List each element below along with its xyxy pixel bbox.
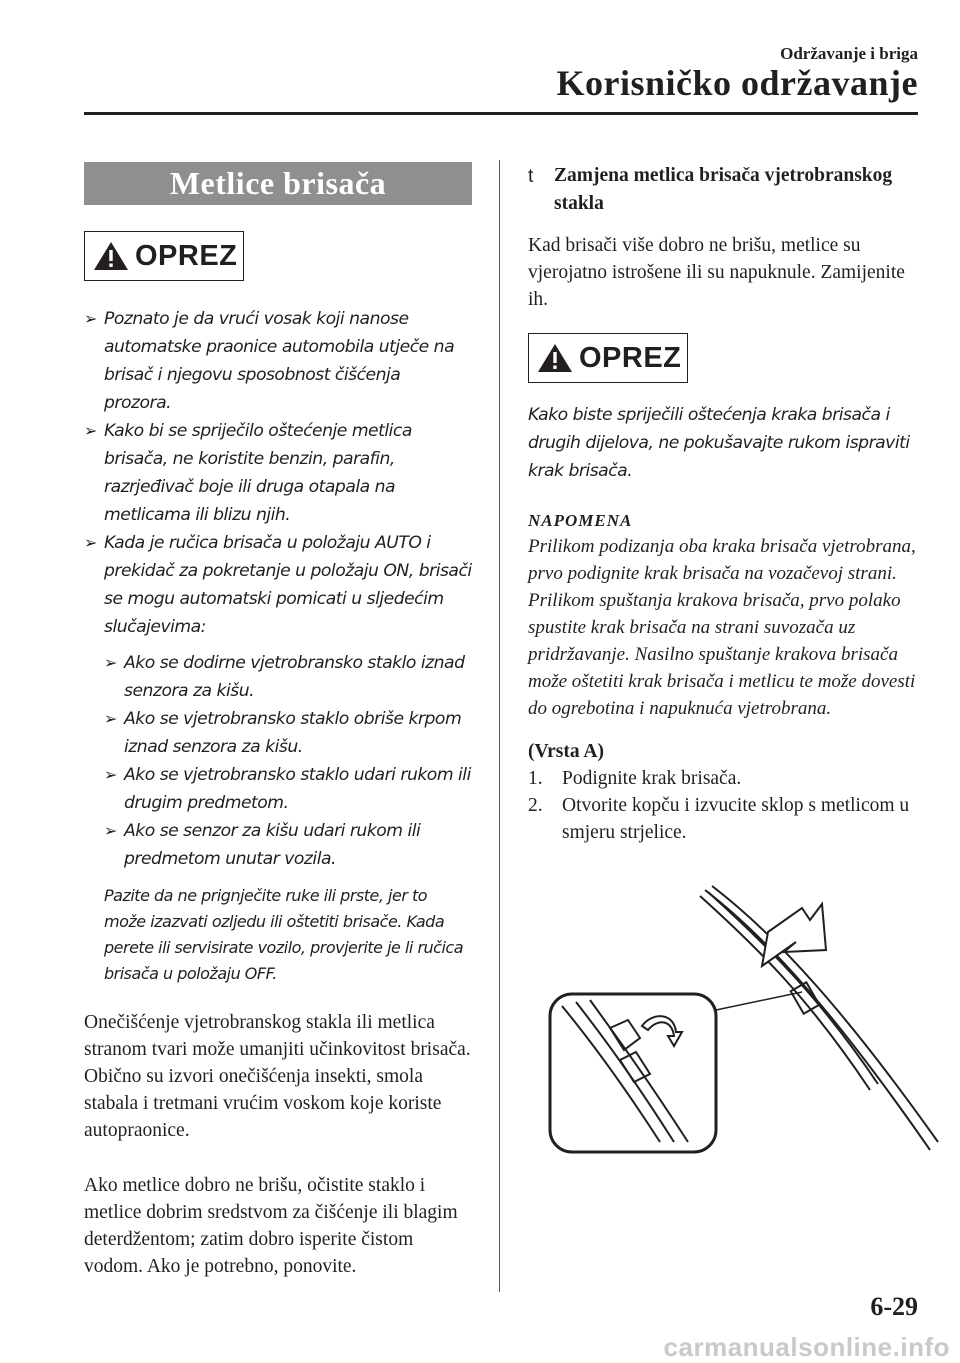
list-item: ➢ Kako bi se spriječilo oštećenje metlica brisača, ne koristite benzin, parafin, razrjeđivač boje ili druga otapala na metlicama ili blizu njih. — [84, 417, 472, 529]
caution-sub-list — [104, 649, 472, 873]
arrow-bullet-icon: ➢ — [104, 821, 117, 840]
header-rule — [84, 112, 918, 115]
note-heading: NAPOMENA — [528, 511, 633, 530]
note-text: Prilikom podizanja oba kraka brisača vjetrobrana, prvo podignite krak brisača na vozačevoj strani. Prilikom spuštanja krakova brisača, prvo polako spustite krak brisača na strani suvozača uz pridržavanje. Nasilno spuštanje krakova brisača može oštetiti krak brisača i metlicu te može dovesti do ogrebotina i napuknuća vjetrobrana. — [528, 536, 916, 719]
arrow-bullet-icon: ➢ — [104, 709, 117, 728]
caution-note: Pazite da ne prignječite ruke ili prste, jer to može izazvati ozljedu ili oštetiti brisače. Kada perete ili servisirate vozilo, provjerite je li ručica brisača u položaju OFF. — [104, 886, 464, 983]
arrow-bullet-icon: ➢ — [84, 533, 97, 552]
column-divider — [499, 160, 500, 1292]
left-column — [84, 162, 472, 1280]
type-heading: (Vrsta A) — [528, 741, 604, 762]
page-number: 6-29 — [870, 1292, 918, 1321]
list-item: ➢ Kada je ručica brisača u položaju AUTO i prekidač za pokretanje u položaju ON, brisači se mogu automatski pomicati u sljedećim slučajevima: — [84, 529, 472, 641]
warning-icon — [537, 342, 573, 374]
arrow-bullet-icon: ➢ — [84, 421, 97, 440]
section-title: Metlice brisača — [84, 162, 472, 205]
list-item: 2. Otvorite kopču i izvucite sklop s metlicom u smjeru strjelice. — [528, 795, 910, 843]
paragraph-cleaning: Ako metlice dobro ne brišu, očistite staklo i metlice dobrim sredstvom za čišćenje ili blagim deterdžentom; zatim dobro isperite čistom vodom. Ako je potrebno, ponovite. — [84, 1175, 458, 1277]
arrow-bullet-icon: ➢ — [104, 653, 117, 672]
arrow-bullet-icon: ➢ — [104, 765, 117, 784]
caution-box-left — [84, 231, 472, 281]
list-item: ➢ Ako se vjetrobransko staklo obriše krpom iznad senzora za kišu. — [104, 705, 472, 761]
intro-paragraph: Kad brisači više dobro ne brišu, metlice su vjerojatno istrošene ili su napuknule. Zamijenite ih. — [528, 235, 905, 310]
caution-content-left — [84, 305, 472, 987]
list-item: 1. Podignite krak brisača. — [528, 768, 742, 789]
right-column — [528, 162, 918, 846]
caution-label: OPREZ — [135, 239, 238, 272]
caution-box-right — [528, 333, 918, 383]
caution-text-right: Kako biste spriječili oštećenja kraka brisača i drugih dijelova, ne pokušavajte rukom ispraviti krak brisača. — [528, 405, 910, 481]
header-title: Korisničko održavanje — [556, 63, 918, 103]
caution-label: OPREZ — [579, 341, 682, 374]
list-item: ➢ Ako se vjetrobransko staklo udari rukom ili drugim predmetom. — [104, 761, 472, 817]
watermark: carmanualsonline.info — [663, 1332, 950, 1362]
subsection-marker: t — [528, 165, 534, 187]
wiper-blade-illustration — [540, 880, 940, 1160]
header-section-label: Održavanje i briga — [780, 44, 918, 63]
list-item: ➢ Ako se senzor za kišu udari rukom ili predmetom unutar vozila. — [104, 817, 472, 873]
steps-list — [528, 765, 918, 846]
caution-bullet-list — [84, 305, 472, 641]
paragraph-contamination: Onečišćenje vjetrobranskog stakla ili metlica stranom tvari može umanjiti učinkovitost brisača. Obično su izvori onečišćenja insekti, smola stabala i tretmani vrućim voskom koje koriste autopraonice. — [84, 1012, 471, 1141]
warning-icon — [93, 240, 129, 272]
subsection-heading: t Zamjena metlica brisača vjetrobranskog stakla — [528, 162, 918, 218]
arrow-bullet-icon: ➢ — [84, 309, 97, 328]
list-item: ➢ Ako se dodirne vjetrobransko staklo iznad senzora za kišu. — [104, 649, 472, 705]
list-item: ➢ Poznato je da vrući vosak koji nanose automatske praonice automobila utječe na brisač i njegovu sposobnost čišćenja prozora. — [84, 305, 472, 417]
